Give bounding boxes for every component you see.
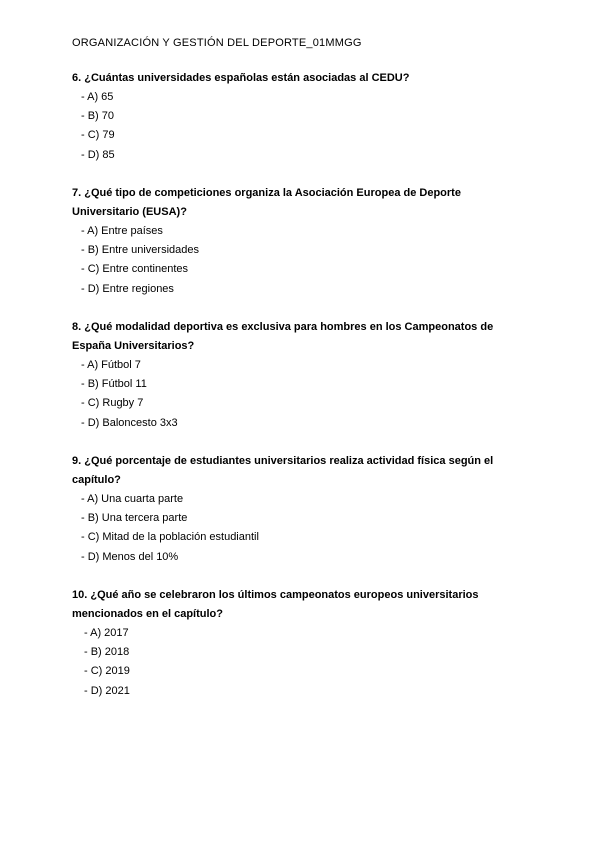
question-text: 6. ¿Cuántas universidades españolas están asociadas al CEDU? xyxy=(72,72,410,84)
question-text: 8. ¿Qué modalidad deportiva es exclusiva para hombres en los Campeonatos de España Universitarios? xyxy=(72,321,494,352)
document-header: ORGANIZACIÓN Y GESTIÓN DEL DEPORTE_01MMGG xyxy=(72,37,362,49)
option-c: - C) 2019 xyxy=(84,665,130,678)
option-a: - A) 2017 xyxy=(84,627,129,639)
option-d: - D) Menos del 10% xyxy=(81,550,179,563)
question-9 xyxy=(72,452,512,567)
option-c: - C) Entre continentes xyxy=(81,263,188,276)
option-a: - A) 65 xyxy=(81,91,114,103)
question-6 xyxy=(72,69,512,165)
option-a: - A) Una cuarta parte xyxy=(81,493,184,505)
options-list xyxy=(72,222,512,299)
option-b: - B) Fútbol 11 xyxy=(81,378,147,391)
option-c: - C) Rugby 7 xyxy=(81,397,144,410)
question-text: 9. ¿Qué porcentaje de estudiantes universitarios realiza actividad física según el capítulo? xyxy=(72,455,494,486)
option-d: - D) Entre regiones xyxy=(81,282,174,295)
options-list xyxy=(72,88,512,165)
options-list xyxy=(72,490,512,567)
option-c: - C) Mitad de la población estudiantil xyxy=(81,531,259,544)
question-text: 10. ¿Qué año se celebraron los últimos campeonatos europeos universitarios mencionados en el capítulo? xyxy=(72,589,479,620)
option-c: - C) 79 xyxy=(81,129,115,142)
question-text: 7. ¿Qué tipo de competiciones organiza la Asociación Europea de Deporte Universitario (EUSA)? xyxy=(72,187,461,218)
options-list xyxy=(72,624,512,701)
option-b: - B) Una tercera parte xyxy=(81,512,188,525)
option-d: - D) Baloncesto 3x3 xyxy=(81,416,178,429)
option-b: - B) 2018 xyxy=(84,646,130,659)
option-b: - B) 70 xyxy=(81,110,115,123)
option-b: - B) Entre universidades xyxy=(81,244,199,257)
question-10 xyxy=(72,586,512,701)
option-d: - D) 85 xyxy=(81,148,115,161)
option-a: - A) Fútbol 7 xyxy=(81,359,141,371)
option-d: - D) 2021 xyxy=(84,684,130,697)
options-list xyxy=(72,356,512,433)
question-8 xyxy=(72,318,512,433)
option-a: - A) Entre países xyxy=(81,225,163,237)
question-7 xyxy=(72,184,512,299)
